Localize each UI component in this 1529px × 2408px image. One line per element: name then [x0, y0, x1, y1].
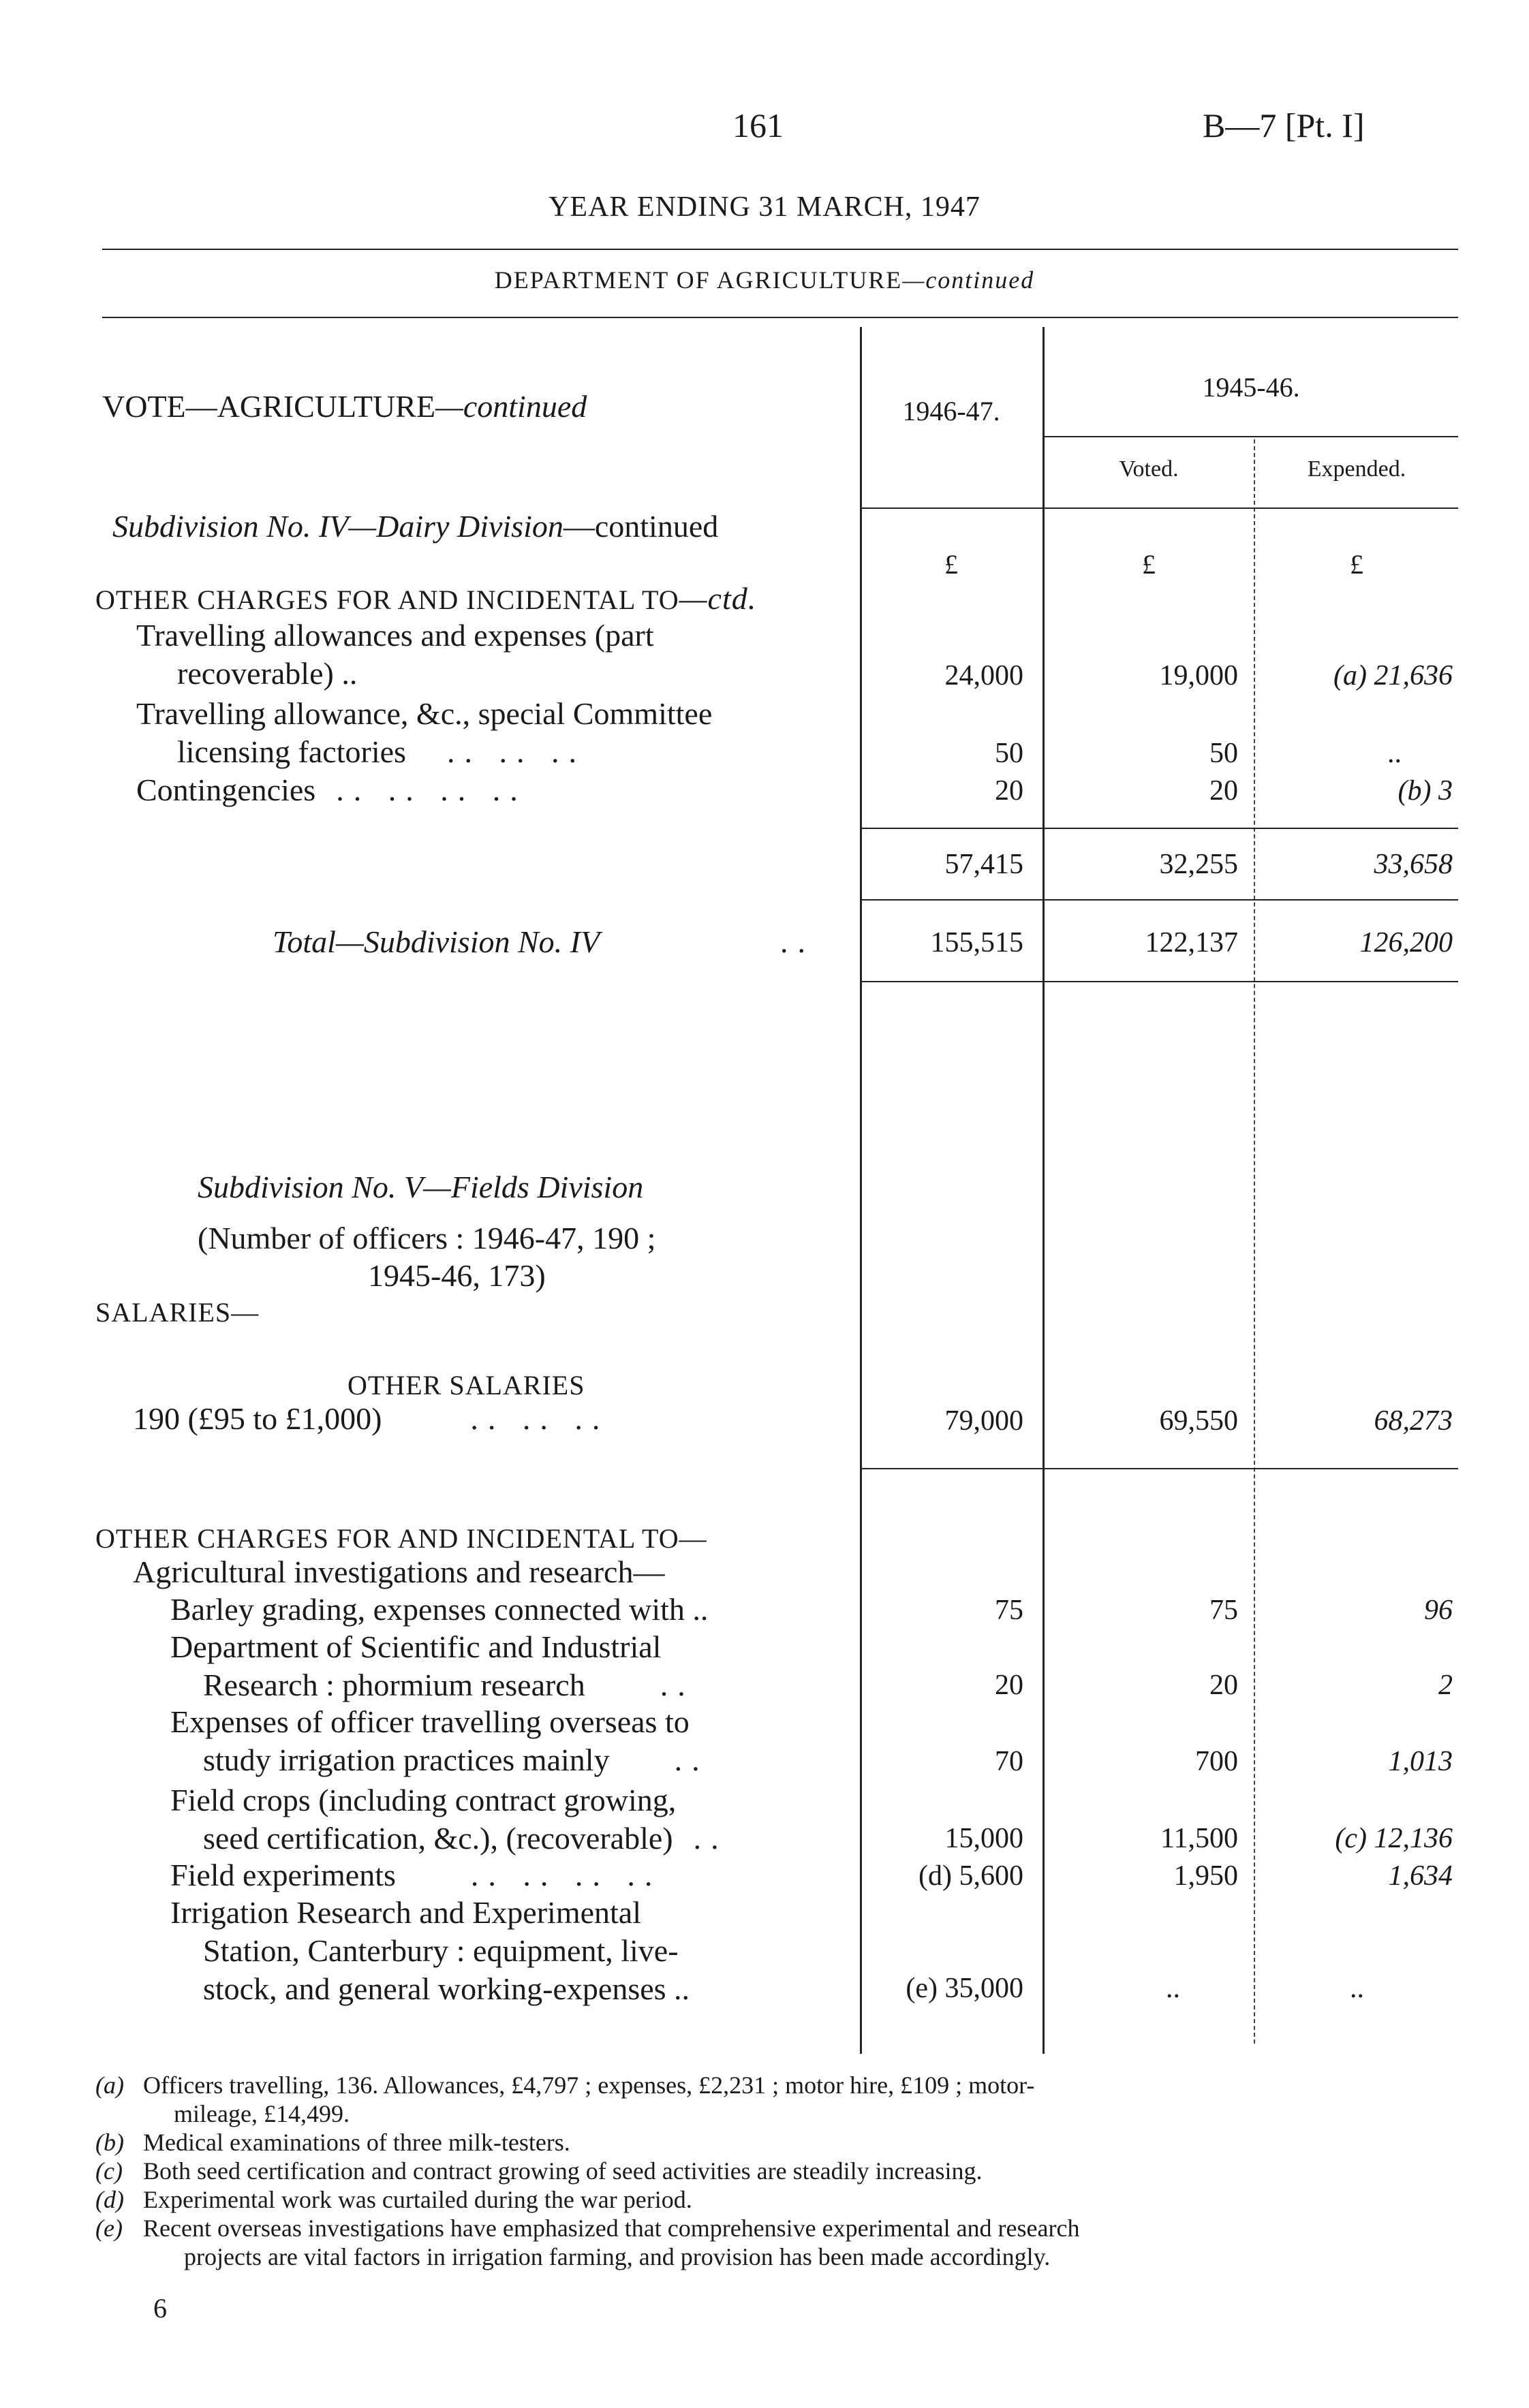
- rule-below-total: [860, 981, 1458, 982]
- other-salaries-heading: OTHER SALARIES: [348, 1370, 585, 1401]
- document-reference: B—7 [Pt. I]: [1203, 106, 1365, 144]
- subdivision-iv-title: Subdivision No. IV—Dairy Division: [112, 509, 563, 544]
- cell-current: 24,000: [944, 660, 1023, 691]
- cell-voted: 700: [1195, 1746, 1238, 1777]
- currency-1946-47: £: [944, 549, 958, 580]
- total-voted: 122,137: [1145, 927, 1238, 958]
- subdivision-iv-continued: —continued: [563, 509, 719, 544]
- cell-voted: 69,550: [1159, 1405, 1238, 1437]
- row-label-line: Travelling allowances and expenses (part: [136, 618, 654, 653]
- officers-count-line-1: (Number of officers : 1946-47, 190 ;: [198, 1221, 656, 1255]
- cell-current: 75: [995, 1595, 1023, 1626]
- subdivision-v-heading: Subdivision No. V—Fields Division: [198, 1170, 644, 1204]
- other-charges-label: OTHER CHARGES FOR AND INCIDENTAL TO: [95, 584, 679, 615]
- cell-voted: 11,500: [1160, 1823, 1238, 1854]
- leader-dots: .. .. ..: [470, 1401, 610, 1436]
- cell-current: 15,000: [944, 1823, 1023, 1854]
- vote-continued: —continued: [435, 389, 587, 424]
- footnotes: [95, 2071, 1458, 2271]
- column-rule-current: [1042, 327, 1045, 2054]
- department-name: DEPARTMENT OF AGRICULTURE: [494, 266, 903, 294]
- cell-current: 79,000: [944, 1405, 1023, 1437]
- column-heading-1945-46: 1945-46.: [1202, 372, 1300, 403]
- table-row: [133, 1400, 609, 1438]
- salaries-heading: SALARIES—: [95, 1297, 260, 1328]
- table-row: [170, 1781, 728, 1858]
- leader-dots: ..: [780, 924, 815, 959]
- footnote-mark: (d): [95, 2186, 124, 2213]
- sheet-number: 6: [153, 2293, 167, 2324]
- department-heading: [0, 266, 1529, 294]
- footnote-mark: (a): [95, 2071, 124, 2099]
- subtotal-expended: 33,658: [1374, 849, 1453, 880]
- subtotal-voted: 32,255: [1159, 849, 1238, 880]
- page-number: 161: [732, 106, 784, 144]
- row-label-line: [136, 733, 845, 771]
- row-label-text: Contingencies: [136, 772, 316, 807]
- currency-voted: £: [1142, 549, 1156, 580]
- subdivision-iv-heading: [112, 507, 718, 546]
- rule-under-1945: [1044, 436, 1458, 437]
- column-heading-voted: Voted.: [1119, 456, 1179, 482]
- rule-under-column-heads: [860, 507, 1458, 509]
- cell-voted: 19,000: [1159, 660, 1238, 691]
- row-label-line: Travelling allowance, &c., special Committee: [136, 696, 713, 731]
- footnote-a: [95, 2071, 1458, 2128]
- footnote-line: Both seed certification and contract growing of seed activities are steadily increasing.: [143, 2157, 983, 2185]
- footnote-mark: (e): [95, 2215, 123, 2242]
- table-row: [170, 1894, 690, 2008]
- row-label-line: [170, 1819, 728, 1858]
- vote-name: VOTE—AGRICULTURE: [102, 389, 435, 424]
- footnote-line: projects are vital factors in irrigation farming, and provision has been made accordingly.: [184, 2243, 1051, 2270]
- row-label-line: stock, and general working-expenses ..: [203, 1971, 690, 2006]
- cell-expended: ..: [1350, 1973, 1364, 2004]
- leader-dots: .. .. ..: [446, 734, 586, 769]
- footnote-line: Officers travelling, 136. Allowances, £4,797 ; expenses, £2,231 ; motor hire, £109 ; motor-: [143, 2071, 1035, 2099]
- leader-dots: .. .. .. ..: [336, 772, 527, 807]
- row-label-text: 190 (£95 to £1,000): [133, 1401, 382, 1436]
- footnote-mark: (b): [95, 2129, 124, 2156]
- row-label-text: seed certification, &c.), (recoverable): [203, 1821, 673, 1856]
- column-heading-expended: Expended.: [1307, 456, 1406, 482]
- table-row: [136, 616, 845, 693]
- footnote-line: Medical examinations of three milk-testers.: [143, 2129, 570, 2156]
- currency-expended: £: [1350, 549, 1363, 580]
- row-label-line: Expenses of officer travelling overseas to: [170, 1704, 690, 1739]
- year-heading: YEAR ENDING 31 MARCH, 1947: [549, 191, 980, 223]
- row-label-text: Research : phormium research: [203, 1668, 585, 1702]
- row-label-line: Barley grading, expenses connected with ..: [170, 1592, 709, 1627]
- rule-below-salaries: [860, 1468, 1458, 1469]
- row-label-line: Irrigation Research and Experimental: [170, 1895, 641, 1930]
- cell-voted: 1,950: [1173, 1860, 1238, 1892]
- cell-current: (d) 5,600: [918, 1860, 1023, 1892]
- cell-current: 50: [995, 738, 1023, 769]
- column-heading-1946-47: 1946-47.: [902, 396, 1000, 426]
- footnote-line: Recent overseas investigations have emphasized that comprehensive experimental and research: [143, 2215, 1080, 2242]
- footnote-d: [95, 2185, 1458, 2214]
- leader-dots: .. .. .. ..: [470, 1858, 662, 1892]
- rule-above-total: [860, 899, 1458, 901]
- cell-expended: 96: [1424, 1595, 1453, 1626]
- department-continued: —continued: [902, 266, 1035, 294]
- other-charges-heading-v: OTHER CHARGES FOR AND INCIDENTAL TO—: [95, 1523, 707, 1554]
- table-row: [170, 1703, 709, 1779]
- agricultural-investigations-heading: Agricultural investigations and research—: [133, 1554, 665, 1589]
- cell-voted: 20: [1209, 1670, 1238, 1701]
- table-row: [136, 771, 845, 809]
- row-label-line: [170, 1741, 709, 1779]
- leader-dots: ..: [674, 1742, 709, 1777]
- row-label-line: [170, 1666, 695, 1704]
- row-label-text: study irrigation practices mainly: [203, 1742, 610, 1777]
- officers-count-line-2: 1945-46, 173): [368, 1258, 546, 1293]
- row-label-line: recoverable) ..: [177, 656, 358, 691]
- footnote-b: [95, 2128, 1458, 2157]
- rule-top: [102, 249, 1458, 250]
- cell-current: 70: [995, 1746, 1023, 1777]
- total-current: 155,515: [930, 927, 1023, 958]
- cell-expended: ..: [1387, 738, 1402, 769]
- other-charges-ctd: —ctd.: [679, 581, 757, 616]
- cell-voted: 50: [1209, 738, 1238, 769]
- cell-expended: 1,634: [1388, 1860, 1453, 1892]
- cell-current: 20: [995, 1670, 1023, 1701]
- cell-expended: 2: [1438, 1670, 1453, 1701]
- cell-voted: 75: [1209, 1595, 1238, 1626]
- vote-heading: [102, 388, 587, 424]
- row-label-text: Field experiments: [170, 1858, 396, 1892]
- table-row: [170, 1628, 695, 1704]
- cell-expended: (a) 21,636: [1333, 660, 1453, 691]
- subtotal-current: 57,415: [944, 849, 1023, 880]
- footnote-mark: (c): [95, 2157, 123, 2185]
- cell-expended: (c) 12,136: [1335, 1823, 1453, 1854]
- total-label-iv: Total—Subdivision No. IV: [273, 924, 600, 959]
- leader-dots: ..: [693, 1821, 728, 1856]
- footnote-line: mileage, £14,499.: [174, 2100, 350, 2127]
- column-rule-left: [860, 327, 862, 2054]
- cell-expended: 68,273: [1374, 1405, 1453, 1437]
- table-row: [136, 695, 845, 771]
- rule-below-department: [102, 317, 1458, 318]
- total-expended: 126,200: [1359, 927, 1453, 958]
- footnote-c: [95, 2157, 1458, 2185]
- cell-current: 20: [995, 775, 1023, 807]
- footnote-line: Experimental work was curtailed during the war period.: [143, 2186, 692, 2213]
- row-label-text: licensing factories: [177, 734, 406, 769]
- row-label-line: Station, Canterbury : equipment, live-: [203, 1933, 679, 1968]
- footnote-e: [95, 2214, 1458, 2271]
- cell-expended: 1,013: [1388, 1746, 1453, 1777]
- cell-voted: ..: [1166, 1973, 1180, 2004]
- other-charges-heading-iv: [95, 580, 756, 616]
- cell-expended: (b) 3: [1397, 775, 1453, 807]
- table-row: [170, 1591, 708, 1629]
- row-label-line: Field crops (including contract growing,: [170, 1783, 677, 1817]
- table-row: [170, 1856, 662, 1894]
- row-label-line: Department of Scientific and Industrial: [170, 1629, 662, 1664]
- cell-current: (e) 35,000: [906, 1973, 1023, 2004]
- cell-voted: 20: [1209, 775, 1238, 807]
- rule-above-subtotal: [860, 828, 1458, 829]
- leader-dots: ..: [660, 1668, 695, 1702]
